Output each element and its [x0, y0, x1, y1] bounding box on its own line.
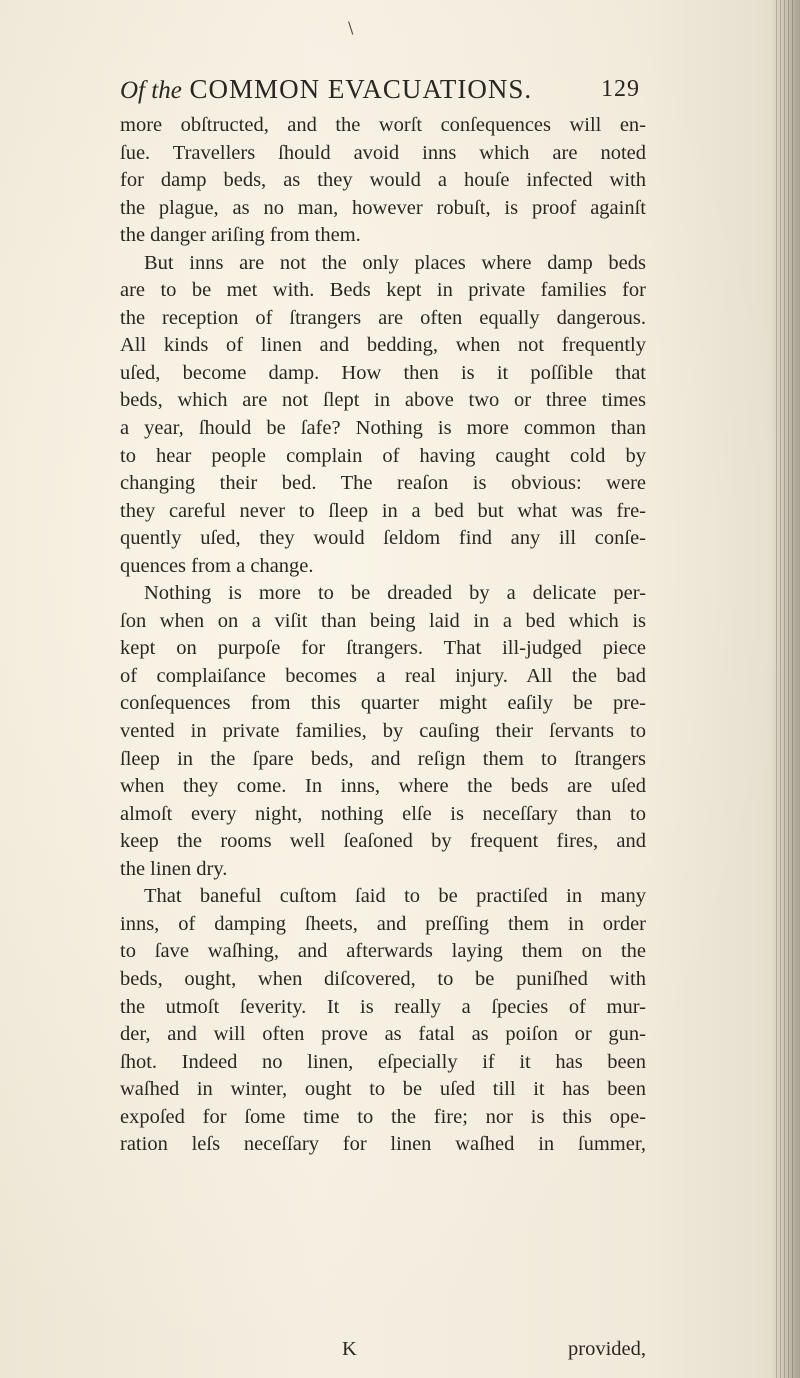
text-line: All kinds of linen and bedding, when not frequently — [120, 334, 646, 357]
text-line: waſhed in winter, ought to be uſed till it has been — [120, 1078, 646, 1101]
catchword: provided, — [568, 1338, 646, 1360]
text-line: a year, ſhould be ſafe? Nothing is more common than — [120, 417, 646, 440]
text-line: the plague, as no man, however robuſt, is proof againſt — [120, 196, 646, 219]
text-line: beds, ought, when diſcovered, to be puniſhed with — [120, 967, 646, 990]
text-line: ſon when on a viſit than being laid in a bed which is — [120, 609, 646, 632]
text-line: ſleep in the ſpare beds, and reſign them to ſtrangers — [120, 747, 646, 770]
text-line: ſue. Travellers ſhould avoid inns which are noted — [120, 141, 646, 164]
text-line: the danger ariſing from them. — [120, 224, 361, 247]
text-line: vented in private families, by cauſing their ſervants to — [120, 720, 646, 743]
text-line: the utmoſt ſeverity. It is really a ſpecies of mur- — [120, 995, 646, 1018]
text-line: der, and will often prove as fatal as poiſon or gun- — [120, 1023, 646, 1046]
text-line: almoſt every night, nothing elſe is neceſſary than to — [120, 802, 646, 825]
text-line: the linen dry. — [120, 857, 228, 880]
text-line: conſequences from this quarter might eaſily be pre- — [120, 692, 646, 715]
text-line: keep the rooms well ſeaſoned by frequent fires, and — [120, 830, 646, 853]
page-number: 129 — [601, 76, 640, 102]
text-line: quences from a change. — [120, 554, 314, 577]
text-line: kept on purpoſe for ſtrangers. That ill-judged piece — [120, 637, 646, 660]
page-footer — [120, 1338, 646, 1366]
body-text — [120, 112, 646, 1159]
text-line: quently uſed, they would ſeldom find any ill conſe- — [120, 527, 646, 550]
text-line: changing their bed. The reaſon is obvious: were — [120, 472, 646, 495]
text-line: ſhot. Indeed no linen, eſpecially if it has been — [120, 1050, 646, 1073]
running-header — [120, 74, 640, 114]
text-line: beds, which are not ſlept in above two or three times — [120, 389, 646, 412]
text-line: uſed, become damp. How then is it poſſible that — [120, 361, 646, 384]
page-edges — [776, 0, 794, 1378]
text-line: to hear people complain of having caught cold by — [120, 444, 646, 467]
margin-mark: \ — [348, 18, 354, 37]
text-line: to ſave waſhing, and afterwards laying them on the — [120, 940, 646, 963]
text-line: when they come. In inns, where the beds are uſed — [120, 775, 646, 798]
text-line: Nothing is more to be dreaded by a delicate per- — [144, 582, 646, 605]
text-line: more obſtructed, and the worſt conſequences will en- — [120, 114, 646, 136]
text-line: they careful never to ſleep in a bed but what was fre- — [120, 499, 646, 522]
text-line: the reception of ſtrangers are often equally dangerous. — [120, 306, 646, 329]
text-line: inns, of damping ſheets, and preſſing them in order — [120, 912, 646, 935]
running-header-title: COMMON EVACUATIONS. — [189, 74, 533, 104]
text-line: expoſed for ſome time to the fire; nor is this ope- — [120, 1105, 646, 1128]
text-line: ration leſs neceſſary for linen waſhed in ſummer, — [120, 1133, 646, 1156]
signature-mark: K — [342, 1338, 357, 1360]
text-line: are to be met with. Beds kept in private families for — [120, 279, 646, 302]
running-header-prefix: Of the — [120, 77, 182, 104]
text-line: That baneful cuſtom ſaid to be practiſed in many — [144, 885, 646, 908]
text-line: But inns are not the only places where damp beds — [144, 251, 646, 274]
text-line: for damp beds, as they would a houſe infected with — [120, 169, 646, 192]
text-line: of complaiſance becomes a real injury. All the bad — [120, 664, 646, 687]
